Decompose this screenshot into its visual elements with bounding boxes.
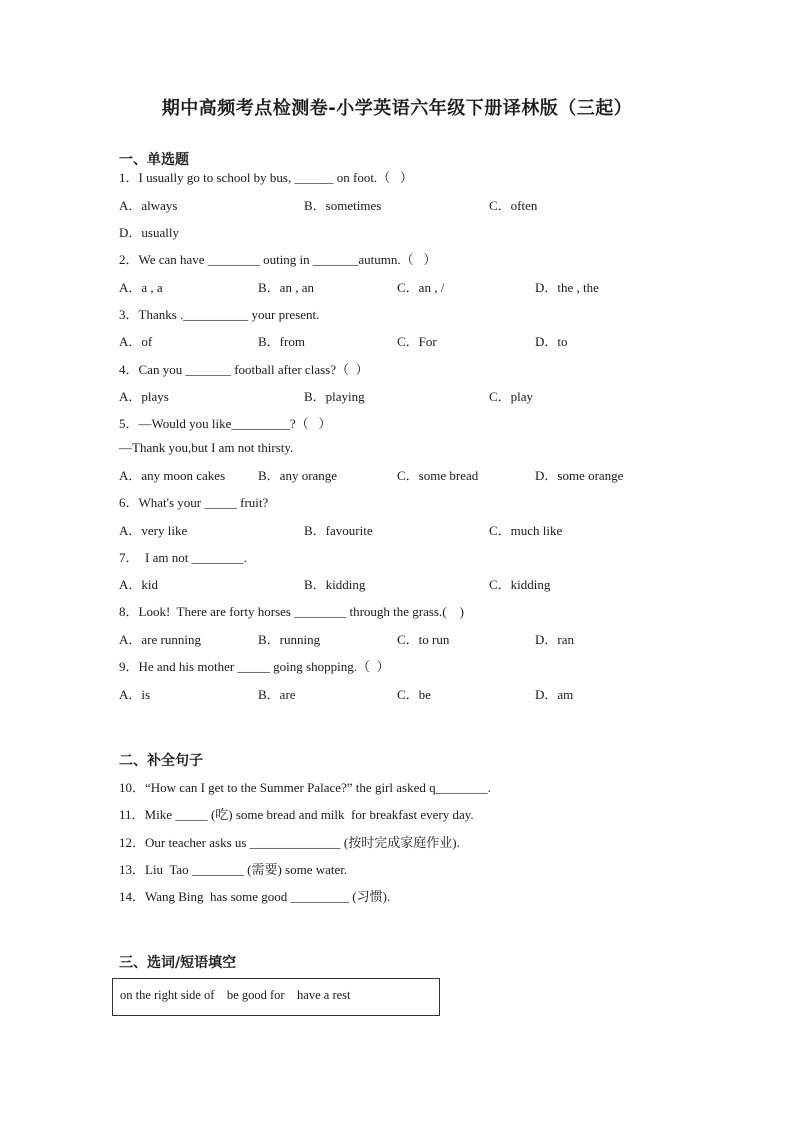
q3-option-b: B．from xyxy=(258,334,305,349)
q1-option-d: D．usually xyxy=(119,225,179,240)
section-heading-complete-sentences: 二、补全句子 xyxy=(119,753,203,769)
q9-option-a: A．is xyxy=(119,687,151,702)
q1-option-b: B．sometimes xyxy=(304,198,382,213)
word-bank-text: on the right side of be good for have a rest xyxy=(120,988,351,1002)
q9-option-b: B．are xyxy=(258,687,296,702)
fill-question-13: 13．Liu Tao ________ (需要) some water. xyxy=(119,862,348,877)
q1-option-c: C．often xyxy=(489,198,538,213)
page-title: 期中高频考点检测卷-小学英语六年级下册译林版（三起） xyxy=(161,98,633,119)
q5-option-a: A．any moon cakes xyxy=(119,468,226,483)
fill-question-12: 12．Our teacher asks us ______________ (按时完成家庭作业). xyxy=(119,835,460,850)
q2-option-b: B．an , an xyxy=(258,280,314,295)
q6-option-a: A．very like xyxy=(119,523,188,538)
question-8: 8．Look! There are forty horses ________ through the grass.( ) xyxy=(119,604,464,619)
q2-option-c: C．an , / xyxy=(397,280,445,295)
q7-option-b: B．kidding xyxy=(304,577,366,592)
q3-option-c: C．For xyxy=(397,334,437,349)
q7-option-c: C．kidding xyxy=(489,577,551,592)
fill-question-14: 14．Wang Bing has some good _________ (习惯). xyxy=(119,889,391,904)
question-1: 1．I usually go to school by bus, ______ on foot.（ ） xyxy=(119,170,413,185)
question-9: 9．He and his mother _____ going shopping.（ ） xyxy=(119,659,390,674)
q5-option-d: D．some orange xyxy=(535,468,624,483)
q8-option-c: C．to run xyxy=(397,632,450,647)
q9-option-c: C．be xyxy=(397,687,431,702)
q9-option-d: D．am xyxy=(535,687,574,702)
q4-option-a: A．plays xyxy=(119,389,169,404)
question-5-dialogue: —Thank you,but I am not thirsty. xyxy=(119,440,294,455)
q4-option-b: B．playing xyxy=(304,389,365,404)
q8-option-d: D．ran xyxy=(535,632,574,647)
q3-option-d: D．to xyxy=(535,334,568,349)
question-5: 5．—Would you like_________?（ ） xyxy=(119,416,332,431)
question-3: 3．Thanks .__________ your present. xyxy=(119,307,320,322)
question-6: 6．What's your _____ fruit? xyxy=(119,495,269,510)
q3-option-a: A．of xyxy=(119,334,153,349)
section-heading-word-fill: 三、选词/短语填空 xyxy=(119,955,237,971)
q8-option-b: B．running xyxy=(258,632,321,647)
question-7: 7． I am not ________. xyxy=(119,550,247,565)
q5-option-b: B．any orange xyxy=(258,468,338,483)
question-2: 2．We can have ________ outing in _______autumn.（ ） xyxy=(119,252,437,267)
fill-question-11: 11．Mike _____ (吃) some bread and milk for breakfast every day. xyxy=(119,807,474,822)
q7-option-a: A．kid xyxy=(119,577,159,592)
q2-option-d: D．the , the xyxy=(535,280,599,295)
q2-option-a: A．a , a xyxy=(119,280,163,295)
fill-question-10: 10．“How can I get to the Summer Palace?” the girl asked q________. xyxy=(119,780,491,795)
q1-option-a: A．always xyxy=(119,198,178,213)
q6-option-b: B．favourite xyxy=(304,523,373,538)
q4-option-c: C．play xyxy=(489,389,534,404)
q5-option-c: C．some bread xyxy=(397,468,479,483)
q6-option-c: C．much like xyxy=(489,523,563,538)
word-bank-box xyxy=(112,978,440,1016)
q8-option-a: A．are running xyxy=(119,632,201,647)
question-4: 4．Can you _______ football after class?（ ） xyxy=(119,362,369,377)
section-heading-single-choice: 一、单选题 xyxy=(119,152,189,168)
